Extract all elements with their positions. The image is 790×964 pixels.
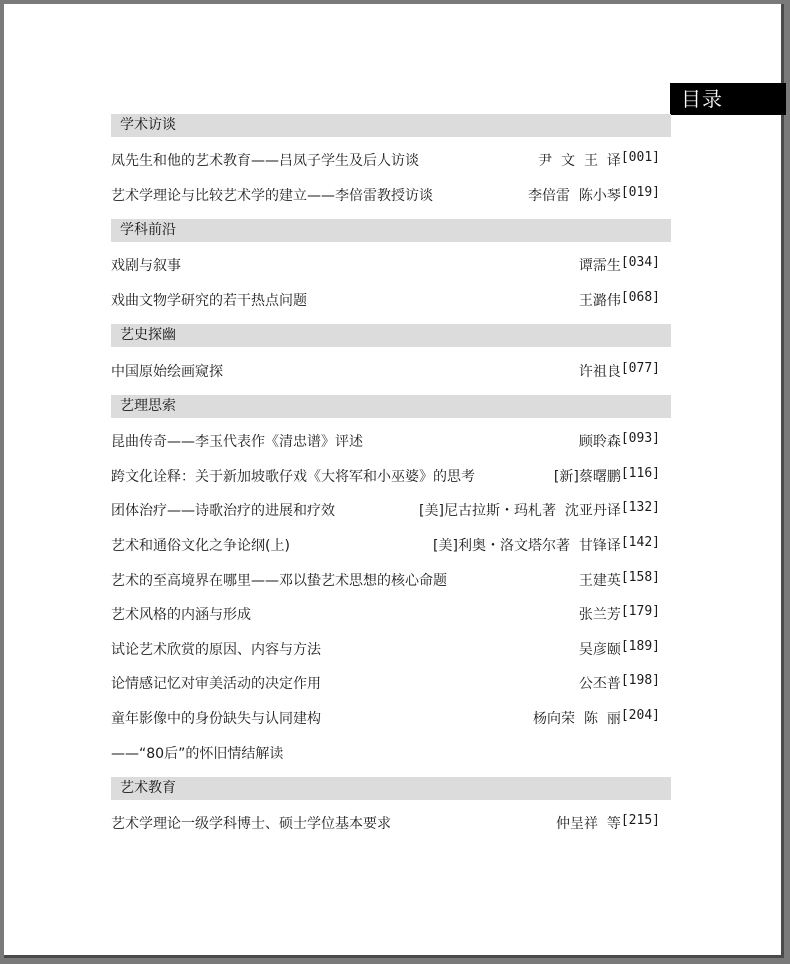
entry-page: [132] — [620, 500, 660, 516]
toc-entry[interactable] — [111, 666, 671, 701]
toc-label: 目录 — [670, 83, 786, 115]
entry-title: 试论艺术欣赏的原因、内容与方法 — [111, 641, 321, 658]
toc-entry[interactable] — [111, 632, 671, 667]
toc-entry[interactable] — [111, 806, 671, 841]
section-heading: 艺术教育 — [111, 777, 671, 800]
entry-title: 童年影像中的身份缺失与认同建构 — [111, 711, 321, 728]
toc-entry[interactable] — [111, 493, 671, 528]
table-of-contents — [111, 114, 671, 841]
entry-page: [179] — [620, 604, 660, 620]
entry-page: [158] — [620, 569, 660, 585]
entry-author: 尹 文 王 译 — [538, 153, 621, 170]
entry-author: 杨向荣 陈 丽 — [533, 711, 621, 728]
page — [4, 4, 784, 958]
toc-entry[interactable] — [111, 528, 671, 563]
entry-page: [001] — [620, 150, 660, 166]
entry-author: 仲呈祥 等 — [555, 816, 621, 833]
entry-title: 戏曲文物学研究的若干热点问题 — [111, 293, 307, 310]
entry-title: 艺术和通俗文化之争论纲(上) — [111, 538, 290, 555]
section-heading: 学术访谈 — [111, 114, 671, 137]
entry-author: 王潞伟 — [578, 293, 621, 310]
entry-page: [068] — [620, 290, 660, 306]
toc-entry[interactable] — [111, 178, 671, 213]
toc-entry[interactable] — [111, 424, 671, 459]
toc-entry[interactable] — [111, 701, 671, 736]
entry-title: 艺术学理论一级学科博士、硕士学位基本要求 — [111, 816, 391, 833]
entry-author: 张兰芳 — [578, 607, 621, 624]
entry-title: 团体治疗——诗歌治疗的进展和疗效 — [111, 503, 335, 520]
entry-title: 戏剧与叙事 — [111, 258, 181, 275]
entry-title: 论情感记忆对审美活动的决定作用 — [111, 676, 321, 693]
entry-author: [新]蔡曙鹏 — [553, 468, 621, 485]
toc-entry[interactable] — [111, 143, 671, 178]
entry-author: 顾聆森 — [578, 434, 621, 451]
toc-entry-subtitle[interactable] — [111, 735, 671, 770]
toc-entry[interactable] — [111, 597, 671, 632]
entry-page: [116] — [620, 465, 660, 481]
entry-author: [美]尼古拉斯・玛札著 沈亚丹译 — [419, 503, 621, 520]
toc-entry[interactable] — [111, 248, 671, 283]
entry-title: 中国原始绘画窥探 — [111, 363, 223, 380]
entry-page: [215] — [620, 813, 660, 829]
entry-title: 艺术风格的内涵与形成 — [111, 607, 251, 624]
section-heading: 艺理思索 — [111, 395, 671, 418]
entry-page: [034] — [620, 255, 660, 271]
entry-page: [019] — [620, 184, 660, 200]
entry-title: 艺术的至高境界在哪里——邓以蛰艺术思想的核心命题 — [111, 572, 447, 589]
entry-title: 跨文化诠释：关于新加坡歌仔戏《大将军和小巫婆》的思考 — [111, 468, 475, 485]
toc-entry[interactable] — [111, 283, 671, 318]
entry-page: [198] — [620, 673, 660, 689]
entry-page: [077] — [620, 360, 660, 376]
entry-author: 许祖良 — [578, 363, 621, 380]
entry-title: 艺术学理论与比较艺术学的建立——李倍雷教授访谈 — [111, 187, 433, 204]
entry-author: 公丕普 — [578, 676, 621, 693]
toc-entry[interactable] — [111, 562, 671, 597]
entry-author: 王建英 — [578, 572, 621, 589]
entry-page: [189] — [620, 638, 660, 654]
section-heading: 学科前沿 — [111, 219, 671, 242]
entry-page: [142] — [620, 535, 660, 551]
entry-title: 昆曲传奇——李玉代表作《清忠谱》评述 — [111, 434, 363, 451]
section-heading: 艺史探幽 — [111, 324, 671, 347]
entry-author: 李倍雷 陈小琴 — [527, 187, 621, 204]
entry-author: [美]利奥・洛文塔尔著 甘锋译 — [433, 538, 621, 555]
entry-title: ——“80后”的怀旧情结解读 — [111, 745, 284, 762]
entry-title: 凤先生和他的艺术教育——吕凤子学生及后人访谈 — [111, 153, 419, 170]
entry-page: [093] — [620, 431, 660, 447]
entry-author: 谭霈生 — [578, 258, 621, 275]
entry-page: [204] — [620, 708, 660, 724]
toc-entry[interactable] — [111, 353, 671, 388]
entry-author: 吴彦颐 — [578, 641, 621, 658]
toc-entry[interactable] — [111, 459, 671, 494]
